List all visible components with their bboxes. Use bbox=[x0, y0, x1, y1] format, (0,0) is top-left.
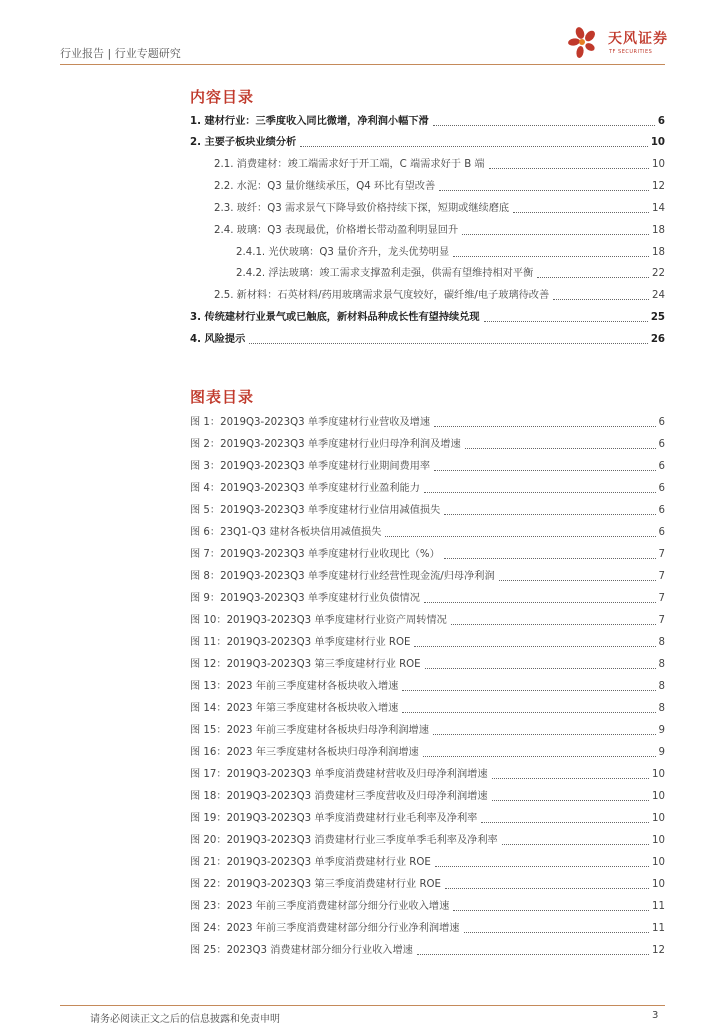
toc-entry-page: 24 bbox=[652, 290, 665, 301]
figure-entry[interactable] bbox=[190, 679, 665, 695]
figure-entry-label: 图 3：2019Q3-2023Q3 单季度建材行业期间费用率 bbox=[190, 461, 431, 472]
toc-title: 内容目录 bbox=[190, 88, 255, 106]
dot-leader bbox=[553, 299, 649, 300]
dot-leader bbox=[451, 624, 656, 625]
toc-entry-page: 26 bbox=[650, 334, 665, 345]
dot-leader bbox=[465, 448, 656, 449]
figure-entry-label: 图 18：2019Q3-2023Q3 消费建材三季度营收及归母净利润增速 bbox=[190, 791, 488, 802]
figure-entry-label: 图 1：2019Q3-2023Q3 单季度建材行业营收及增速 bbox=[190, 417, 431, 428]
toc-entry-label: 2.4.2. 浮法玻璃：竣工需求支撑盈利走强，供需有望维持相对平衡 bbox=[236, 268, 534, 279]
toc-entry-page: 10 bbox=[650, 137, 665, 148]
toc-entry-label: 2.1. 消费建材：竣工端需求好于开工端，C 端需求好于 B 端 bbox=[214, 159, 485, 170]
disclaimer-note: 请务必阅读正文之后的信息披露和免责申明 bbox=[90, 1014, 280, 1025]
dot-leader bbox=[444, 558, 656, 559]
dot-leader bbox=[489, 168, 649, 169]
figure-entry[interactable] bbox=[190, 921, 665, 937]
dot-leader bbox=[434, 426, 655, 427]
figure-entry-page: 6 bbox=[658, 527, 665, 538]
figure-entry-page: 6 bbox=[658, 439, 665, 450]
toc-entry-page: 18 bbox=[652, 225, 665, 236]
dot-leader bbox=[424, 492, 656, 493]
figure-entry[interactable] bbox=[190, 481, 665, 497]
toc-entry-label: 2.4.1. 光伏玻璃：Q3 量价齐升，龙头优势明显 bbox=[236, 247, 450, 258]
figure-entry[interactable] bbox=[190, 833, 665, 849]
dot-leader bbox=[433, 734, 656, 735]
toc-entry[interactable] bbox=[214, 179, 665, 195]
toc-entry[interactable] bbox=[190, 135, 665, 151]
dot-leader bbox=[433, 125, 655, 126]
dot-leader bbox=[492, 778, 650, 779]
dot-leader bbox=[424, 602, 656, 603]
figure-entry-label: 图 16：2023 年三季度建材各板块归母净利润增速 bbox=[190, 747, 419, 758]
figure-entry[interactable] bbox=[190, 547, 665, 563]
figure-entry[interactable] bbox=[190, 723, 665, 739]
dot-leader bbox=[385, 536, 655, 537]
toc-entry-page: 12 bbox=[652, 181, 665, 192]
figure-entry-page: 6 bbox=[658, 505, 665, 516]
toc-entry-label: 2.4. 玻璃：Q3 表现最优，价格增长带动盈利明显回升 bbox=[214, 225, 459, 236]
toc-entry-page: 25 bbox=[650, 312, 665, 323]
toc-entry-label: 2. 主要子板块业绩分析 bbox=[190, 137, 297, 148]
dot-leader bbox=[425, 668, 656, 669]
figure-entry-label: 图 23：2023 年前三季度消费建材部分细分行业收入增速 bbox=[190, 901, 450, 912]
dot-leader bbox=[502, 844, 649, 845]
figure-entry[interactable] bbox=[190, 811, 665, 827]
figure-entry[interactable] bbox=[190, 437, 665, 453]
dot-leader bbox=[464, 932, 650, 933]
figure-entry[interactable] bbox=[190, 591, 665, 607]
figure-entry-label: 图 12：2019Q3-2023Q3 第三季度建材行业 ROE bbox=[190, 659, 421, 670]
dot-leader bbox=[300, 146, 648, 147]
figures-title: 图表目录 bbox=[190, 388, 255, 406]
figure-entry-page: 7 bbox=[658, 571, 665, 582]
figure-entry-label: 图 8：2019Q3-2023Q3 单季度建材行业经营性现金流/归母净利润 bbox=[190, 571, 495, 582]
dot-leader bbox=[499, 580, 656, 581]
figure-entry[interactable] bbox=[190, 459, 665, 475]
toc-entry-page: 10 bbox=[652, 159, 665, 170]
dot-leader bbox=[435, 866, 649, 867]
toc-entry-page: 6 bbox=[657, 116, 665, 127]
dot-leader bbox=[492, 800, 650, 801]
figure-entry-label: 图 22：2019Q3-2023Q3 第三季度消费建材行业 ROE bbox=[190, 879, 441, 890]
figure-entry[interactable] bbox=[190, 899, 665, 915]
figure-entry-label: 图 25：2023Q3 消费建材部分细分行业收入增速 bbox=[190, 945, 413, 956]
figure-entry-page: 8 bbox=[658, 659, 665, 670]
figure-entry-label: 图 10：2019Q3-2023Q3 单季度建材行业资产周转情况 bbox=[190, 615, 447, 626]
toc-entry[interactable] bbox=[214, 201, 665, 217]
figure-entry-page: 6 bbox=[658, 417, 665, 428]
figure-entry[interactable] bbox=[190, 701, 665, 717]
figure-entry-page: 10 bbox=[652, 791, 665, 802]
toc-entry-page: 18 bbox=[652, 247, 665, 258]
figure-entry-label: 图 5：2019Q3-2023Q3 单季度建材行业信用减值损失 bbox=[190, 505, 441, 516]
figure-entry-page: 10 bbox=[652, 879, 665, 890]
figure-entry-page: 8 bbox=[658, 681, 665, 692]
figure-entry[interactable] bbox=[190, 767, 665, 783]
logo-english: TF SECURITIES bbox=[609, 49, 653, 55]
dot-leader bbox=[453, 256, 649, 257]
figure-entry[interactable] bbox=[190, 745, 665, 761]
toc-entry-label: 2.5. 新材料：石英材料/药用玻璃需求景气度较好，碳纤维/电子玻璃待改善 bbox=[214, 290, 550, 301]
figure-entry-label: 图 20：2019Q3-2023Q3 消费建材行业三季度单季毛利率及净利率 bbox=[190, 835, 498, 846]
figure-entry[interactable] bbox=[190, 503, 665, 519]
figure-entry[interactable] bbox=[190, 855, 665, 871]
figure-entry-label: 图 6：23Q1-Q3 建材各板块信用减值损失 bbox=[190, 527, 382, 538]
figure-entry-label: 图 14：2023 年第三季度建材各板块收入增速 bbox=[190, 703, 399, 714]
figure-entry-label: 图 21：2019Q3-2023Q3 单季度消费建材行业 ROE bbox=[190, 857, 431, 868]
toc-entry-label: 1. 建材行业：三季度收入同比微增，净利润小幅下滑 bbox=[190, 116, 429, 127]
dot-leader bbox=[445, 888, 649, 889]
figure-entry[interactable] bbox=[190, 613, 665, 629]
figure-entry-label: 图 7：2019Q3-2023Q3 单季度建材行业收现比（%） bbox=[190, 549, 440, 560]
toc-entry[interactable] bbox=[190, 310, 665, 326]
figure-entry[interactable] bbox=[190, 569, 665, 585]
figure-entry-label: 图 19：2019Q3-2023Q3 单季度消费建材行业毛利率及净利率 bbox=[190, 813, 478, 824]
toc-entry[interactable] bbox=[214, 288, 665, 304]
dot-leader bbox=[444, 514, 655, 515]
figure-entry-label: 图 2：2019Q3-2023Q3 单季度建材行业归母净利润及增速 bbox=[190, 439, 461, 450]
figure-entry-page: 10 bbox=[652, 835, 665, 846]
figure-entry-page: 10 bbox=[652, 769, 665, 780]
toc-entry[interactable] bbox=[236, 266, 665, 282]
figure-entry-page: 7 bbox=[658, 615, 665, 626]
toc-entry[interactable] bbox=[190, 332, 665, 348]
figure-entry-page: 10 bbox=[652, 813, 665, 824]
dot-leader bbox=[402, 690, 655, 691]
figure-entry-page: 6 bbox=[658, 483, 665, 494]
figure-entry-page: 10 bbox=[652, 857, 665, 868]
report-category: 行业报告 | 行业专题研究 bbox=[60, 47, 181, 60]
figure-entry[interactable] bbox=[190, 943, 665, 959]
figure-entry-page: 11 bbox=[652, 901, 665, 912]
logo-wordmark: 天风证券 bbox=[608, 31, 668, 47]
dot-leader bbox=[417, 954, 649, 955]
dot-leader bbox=[434, 470, 655, 471]
dot-leader bbox=[462, 234, 649, 235]
toc-entry-label: 2.3. 玻纤：Q3 需求景气下降导致价格持续下探，短期或继续磨底 bbox=[214, 203, 510, 214]
dot-leader bbox=[402, 712, 655, 713]
toc-entry[interactable] bbox=[190, 114, 665, 130]
figure-entry[interactable] bbox=[190, 525, 665, 541]
figure-entry-label: 图 11：2019Q3-2023Q3 单季度建材行业 ROE bbox=[190, 637, 411, 648]
figure-entry-page: 8 bbox=[658, 703, 665, 714]
dot-leader bbox=[537, 277, 649, 278]
figure-entry-label: 图 17：2019Q3-2023Q3 单季度消费建材营收及归母净利润增速 bbox=[190, 769, 488, 780]
dot-leader bbox=[481, 822, 649, 823]
toc-entry-page: 14 bbox=[652, 203, 665, 214]
toc-entry-label: 2.2. 水泥：Q3 量价继续承压，Q4 环比有望改善 bbox=[214, 181, 436, 192]
figure-entry-label: 图 9：2019Q3-2023Q3 单季度建材行业负债情况 bbox=[190, 593, 420, 604]
dot-leader bbox=[249, 343, 648, 344]
figure-entry-page: 9 bbox=[658, 725, 665, 736]
toc-entry[interactable] bbox=[236, 245, 665, 261]
figure-entry-page: 12 bbox=[652, 945, 665, 956]
dot-leader bbox=[484, 321, 648, 322]
figure-entry-page: 7 bbox=[658, 549, 665, 560]
dot-leader bbox=[439, 190, 649, 191]
figure-entry-label: 图 4：2019Q3-2023Q3 单季度建材行业盈利能力 bbox=[190, 483, 420, 494]
dot-leader bbox=[423, 756, 656, 757]
figure-entry[interactable] bbox=[190, 657, 665, 673]
figure-entry-page: 7 bbox=[658, 593, 665, 604]
figure-entry-page: 6 bbox=[658, 461, 665, 472]
header-divider bbox=[60, 64, 665, 65]
figure-entry-page: 11 bbox=[652, 923, 665, 934]
toc-entry-page: 22 bbox=[652, 268, 665, 279]
figure-entry[interactable] bbox=[190, 877, 665, 893]
figure-entry-page: 8 bbox=[658, 637, 665, 648]
figure-entry-label: 图 24：2023 年前三季度消费建材部分细分行业净利润增速 bbox=[190, 923, 460, 934]
figure-entry[interactable] bbox=[190, 415, 665, 431]
toc-entry-label: 3. 传统建材行业景气或已触底，新材料品种成长性有望持续兑现 bbox=[190, 312, 480, 323]
dot-leader bbox=[513, 212, 649, 213]
dot-leader bbox=[453, 910, 649, 911]
figure-entry-page: 9 bbox=[658, 747, 665, 758]
figure-entry-label: 图 15：2023 年前三季度建材各板块归母净利润增速 bbox=[190, 725, 429, 736]
dot-leader bbox=[414, 646, 655, 647]
figure-entry[interactable] bbox=[190, 635, 665, 651]
toc-entry[interactable] bbox=[214, 223, 665, 239]
figure-entry-label: 图 13：2023 年前三季度建材各板块收入增速 bbox=[190, 681, 399, 692]
toc-entry-label: 4. 风险提示 bbox=[190, 334, 246, 345]
toc-entry[interactable] bbox=[214, 157, 665, 173]
page-number: 3 bbox=[652, 1010, 659, 1021]
figure-entry[interactable] bbox=[190, 789, 665, 805]
footer-divider bbox=[60, 1005, 665, 1006]
